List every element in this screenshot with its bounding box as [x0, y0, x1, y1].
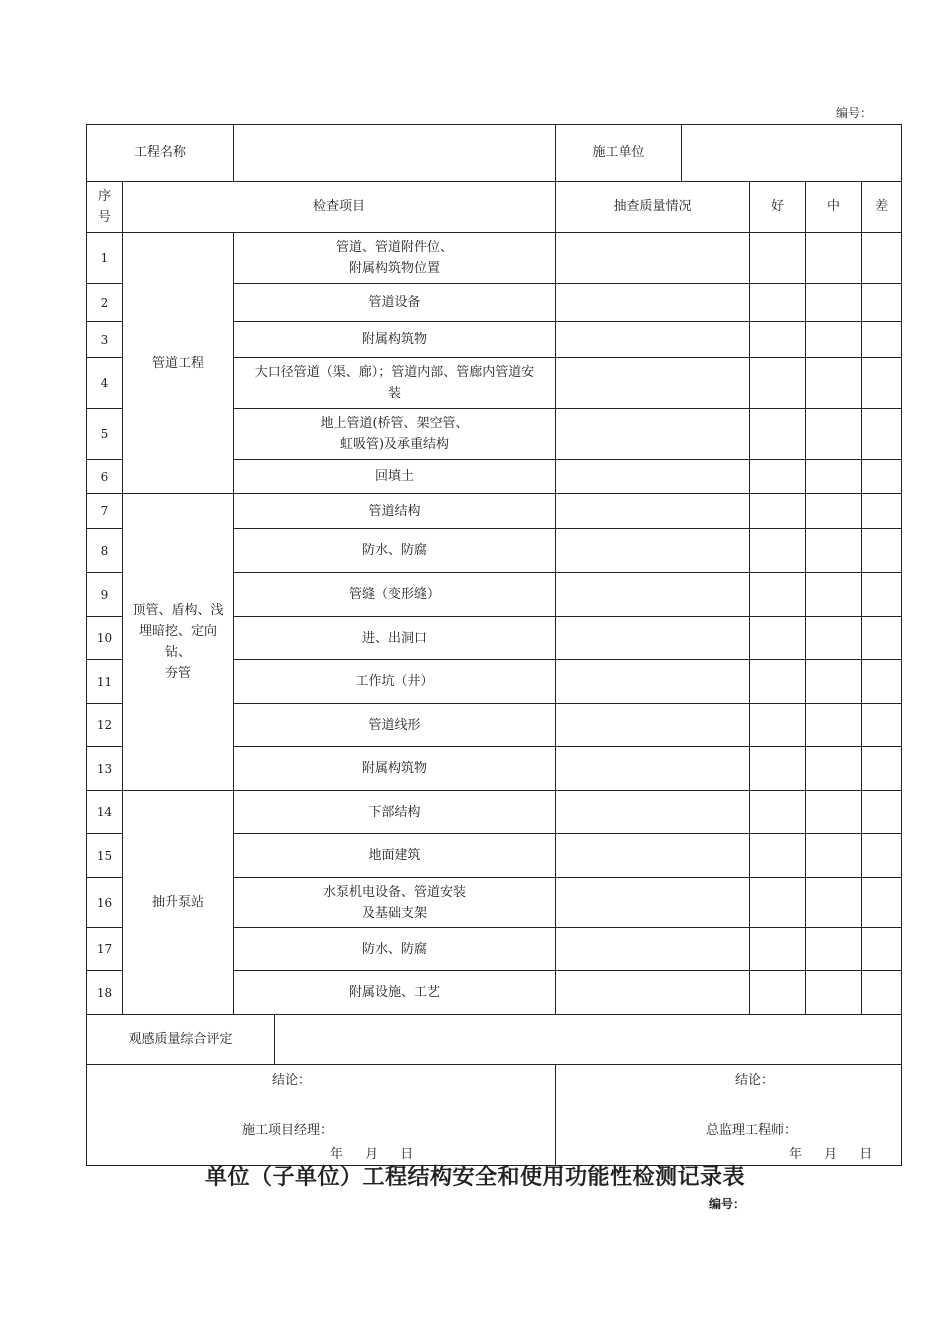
row-number: 2	[87, 284, 123, 322]
poor-cell[interactable]	[862, 704, 902, 747]
good-cell[interactable]	[750, 460, 806, 494]
project-name-label: 工程名称	[87, 125, 234, 182]
column-header-row	[87, 182, 902, 233]
row-number: 3	[87, 322, 123, 358]
medium-cell[interactable]	[806, 971, 862, 1015]
situation-cell[interactable]	[556, 928, 750, 971]
situation-cell[interactable]	[556, 660, 750, 704]
medium-cell[interactable]	[806, 460, 862, 494]
check-item: 地上管道(桥管、架空管、 虹吸管)及承重结构	[234, 409, 556, 460]
poor-cell[interactable]	[862, 617, 902, 660]
situation-cell[interactable]	[556, 494, 750, 529]
check-item: 防水、防腐	[234, 928, 556, 971]
medium-cell[interactable]	[806, 494, 862, 529]
col-header-item: 检查项目	[123, 182, 556, 233]
poor-cell[interactable]	[862, 409, 902, 460]
row-number: 5	[87, 409, 123, 460]
good-cell[interactable]	[750, 704, 806, 747]
signoff-row	[87, 1065, 902, 1166]
poor-cell[interactable]	[862, 573, 902, 617]
row-number: 6	[87, 460, 123, 494]
check-item: 防水、防腐	[234, 529, 556, 573]
poor-cell[interactable]	[862, 233, 902, 284]
overall-evaluation-label: 观感质量综合评定	[87, 1015, 275, 1065]
overall-evaluation-row	[87, 1015, 902, 1065]
situation-cell[interactable]	[556, 529, 750, 573]
supervisor-conclusion-label: 结论：	[735, 1073, 775, 1088]
col-header-medium: 中	[806, 182, 862, 233]
col-header-poor: 差	[862, 182, 902, 233]
good-cell[interactable]	[750, 834, 806, 878]
poor-cell[interactable]	[862, 358, 902, 409]
poor-cell[interactable]	[862, 834, 902, 878]
situation-cell[interactable]	[556, 704, 750, 747]
situation-cell[interactable]	[556, 460, 750, 494]
check-item: 地面建筑	[234, 834, 556, 878]
poor-cell[interactable]	[862, 322, 902, 358]
supervisor-date-label: 年 月 日	[789, 1147, 873, 1162]
medium-cell[interactable]	[806, 284, 862, 322]
situation-cell[interactable]	[556, 358, 750, 409]
row-number: 16	[87, 878, 123, 928]
chief-supervisor-label: 总监理工程师：	[706, 1123, 798, 1138]
check-item: 水泵机电设备、管道安装 及基础支架	[234, 878, 556, 928]
medium-cell[interactable]	[806, 573, 862, 617]
medium-cell[interactable]	[806, 322, 862, 358]
contractor-conclusion-label: 结论：	[272, 1073, 312, 1088]
row-number: 4	[87, 358, 123, 409]
good-cell[interactable]	[750, 358, 806, 409]
col-header-situation: 抽查质量情况	[556, 182, 750, 233]
situation-cell[interactable]	[556, 617, 750, 660]
overall-evaluation-field[interactable]	[275, 1015, 902, 1065]
situation-cell[interactable]	[556, 409, 750, 460]
situation-cell[interactable]	[556, 747, 750, 791]
row-number: 11	[87, 660, 123, 704]
group-name: 抽升泵站	[123, 791, 234, 1015]
situation-cell[interactable]	[556, 971, 750, 1015]
medium-cell[interactable]	[806, 791, 862, 834]
good-cell[interactable]	[750, 529, 806, 573]
good-cell[interactable]	[750, 971, 806, 1015]
row-number: 7	[87, 494, 123, 529]
medium-cell[interactable]	[806, 928, 862, 971]
medium-cell[interactable]	[806, 233, 862, 284]
poor-cell[interactable]	[862, 971, 902, 1015]
table-row	[87, 791, 902, 834]
medium-cell[interactable]	[806, 660, 862, 704]
good-cell[interactable]	[750, 233, 806, 284]
row-number: 13	[87, 747, 123, 791]
situation-cell[interactable]	[556, 233, 750, 284]
poor-cell[interactable]	[862, 529, 902, 573]
medium-cell[interactable]	[806, 409, 862, 460]
poor-cell[interactable]	[862, 747, 902, 791]
good-cell[interactable]	[750, 284, 806, 322]
inspection-table	[86, 124, 902, 1166]
good-cell[interactable]	[750, 928, 806, 971]
check-item: 管道设备	[234, 284, 556, 322]
situation-cell[interactable]	[556, 573, 750, 617]
medium-cell[interactable]	[806, 617, 862, 660]
check-item: 附属构筑物	[234, 322, 556, 358]
poor-cell[interactable]	[862, 660, 902, 704]
check-item: 进、出洞口	[234, 617, 556, 660]
good-cell[interactable]	[750, 494, 806, 529]
check-item: 大口径管道（渠、廊）；管道内部、管廊内管道安 装	[234, 358, 556, 409]
medium-cell[interactable]	[806, 834, 862, 878]
form-number-label: 编号：	[836, 106, 873, 120]
row-number: 10	[87, 617, 123, 660]
check-item: 管道、管道附件位、 附属构筑物位置	[234, 233, 556, 284]
situation-cell[interactable]	[556, 834, 750, 878]
situation-cell[interactable]	[556, 878, 750, 928]
row-number: 8	[87, 529, 123, 573]
situation-cell[interactable]	[556, 284, 750, 322]
good-cell[interactable]	[750, 878, 806, 928]
poor-cell[interactable]	[862, 460, 902, 494]
poor-cell[interactable]	[862, 284, 902, 322]
table-row	[87, 233, 902, 284]
contractor-date-label: 年 月 日	[330, 1147, 414, 1162]
col-header-no: 序 号	[87, 182, 123, 233]
good-cell[interactable]	[750, 322, 806, 358]
medium-cell[interactable]	[806, 878, 862, 928]
check-item: 工作坑（井）	[234, 660, 556, 704]
row-number: 14	[87, 791, 123, 834]
supervisor-signoff[interactable]	[556, 1065, 902, 1166]
row-number: 12	[87, 704, 123, 747]
construction-unit-label: 施工单位	[556, 125, 682, 182]
poor-cell[interactable]	[862, 928, 902, 971]
check-item: 管缝（变形缝）	[234, 573, 556, 617]
info-row	[87, 125, 902, 182]
row-number: 18	[87, 971, 123, 1015]
situation-cell[interactable]	[556, 791, 750, 834]
next-form-title: 单位（子单位）工程结构安全和使用功能性检测记录表	[204, 1164, 745, 1190]
construction-unit-field[interactable]	[682, 125, 902, 182]
poor-cell[interactable]	[862, 878, 902, 928]
group-name: 顶管、盾构、浅 埋暗挖、定向 钻、 夯管	[123, 494, 234, 791]
project-name-field[interactable]	[234, 125, 556, 182]
next-form-number-label: 编号：	[709, 1197, 746, 1211]
row-number: 9	[87, 573, 123, 617]
check-item: 下部结构	[234, 791, 556, 834]
col-header-good: 好	[750, 182, 806, 233]
table-row	[87, 494, 902, 529]
good-cell[interactable]	[750, 573, 806, 617]
medium-cell[interactable]	[806, 358, 862, 409]
medium-cell[interactable]	[806, 747, 862, 791]
good-cell[interactable]	[750, 791, 806, 834]
good-cell[interactable]	[750, 747, 806, 791]
good-cell[interactable]	[750, 660, 806, 704]
medium-cell[interactable]	[806, 529, 862, 573]
check-item: 附属设施、工艺	[234, 971, 556, 1015]
contractor-manager-label: 施工项目经理：	[242, 1123, 334, 1138]
good-cell[interactable]	[750, 617, 806, 660]
medium-cell[interactable]	[806, 704, 862, 747]
poor-cell[interactable]	[862, 494, 902, 529]
check-item: 管道线形	[234, 704, 556, 747]
check-item: 回填土	[234, 460, 556, 494]
good-cell[interactable]	[750, 409, 806, 460]
row-number: 1	[87, 233, 123, 284]
contractor-signoff[interactable]	[87, 1065, 556, 1166]
poor-cell[interactable]	[862, 791, 902, 834]
row-number: 17	[87, 928, 123, 971]
check-item: 管道结构	[234, 494, 556, 529]
check-item: 附属构筑物	[234, 747, 556, 791]
row-number: 15	[87, 834, 123, 878]
group-name: 管道工程	[123, 233, 234, 494]
situation-cell[interactable]	[556, 322, 750, 358]
